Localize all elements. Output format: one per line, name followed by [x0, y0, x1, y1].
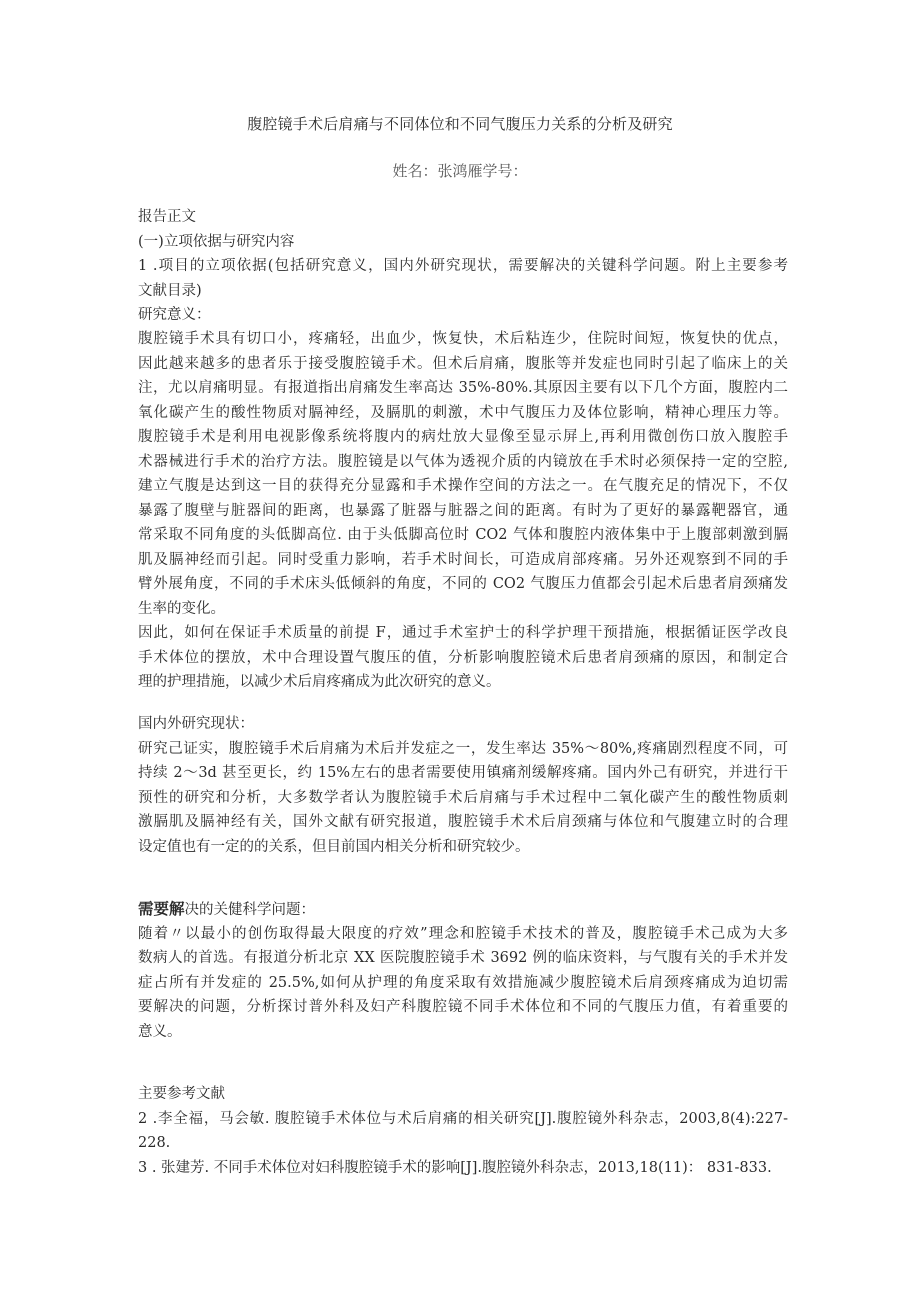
- paragraph-line: 因此，如何在保证手术质量的前提 F，通过手术室护士的科学护理干预措施，根据循证医学改良: [138, 625, 788, 641]
- author-line: 姓名：张鸿雁学号：: [392, 162, 528, 180]
- paragraph-line: 理的护理措施，以减少术后肩疼痛成为此次研究的意义。: [138, 674, 501, 690]
- significance-heading: 研究意义：: [138, 307, 211, 323]
- paragraph-line: 建立气腹是达到这一目的获得充分显露和手术操作空间的方法之一。在气腹充足的情况下，不仅: [138, 478, 788, 494]
- paragraph-line: 腹腔镜手术具有切口小，疼痛轻，出血少，恢复快，术后粘连少，住院时间短，恢复快的优点，: [138, 331, 788, 347]
- paragraph-line: 激膈肌及膈神经有关，国外文献有研究报道，腹腔镜手术术后肩颈痛与体位和气腹建立时的合理: [138, 814, 788, 830]
- paragraph-line: 术器械进行手术的治疗方法。腹腔镜是以气体为透视介质的内镜放在手术时必须保持一定的空腔,: [138, 453, 788, 470]
- status-heading: 国内外研究现状：: [138, 716, 254, 732]
- reference-line: 3 . 张建芳. 不同手术体位对妇科腹腔镜手术的影响[J].腹腔镜外科杂志，2013,18(11)： 831-833.: [138, 1159, 772, 1176]
- item1-line: 文献目录): [138, 282, 202, 299]
- paragraph-line: 注，尤以肩痛明显。有报道指出肩痛发生率高达 35%-80%.其原因主要有以下几个方面，腹腔内二: [138, 380, 788, 396]
- reference-line: 228.: [138, 1135, 171, 1151]
- references-section: [138, 1082, 788, 1180]
- status-section: [138, 712, 788, 859]
- paragraph-line: 意义。: [138, 1023, 182, 1040]
- paragraph-line: 腹腔镜手术是利用电视影像系统将腹内的病灶放大显像至显示屏上,再利用微创伤口放入腹腔手: [138, 429, 788, 445]
- paragraph-line: 手术体位的摆放，术中合理设置气腹压的值，分析影响腹腔镜术后患者肩颈痛的原因，和制定合: [138, 649, 788, 666]
- paragraph-line: 生率的变化。: [138, 600, 225, 617]
- significance-body: [138, 327, 788, 695]
- paragraph-line: 数病人的首选。有报道分析北京 XX 医院腹腔镜手术 3692 例的临床资料，与气腹有关的手术并发: [138, 950, 788, 966]
- paragraph-line: 持续 2～3d 甚至更长，约 15%左右的患者需要使用镇痛剂缓解疼痛。国内外己有研究，并进行干: [138, 765, 788, 781]
- report-heading: 报告正文: [138, 209, 196, 225]
- problems-heading-rest: 决的关健科学问题：: [184, 902, 316, 918]
- document-title: 腹腔镜手术后肩痛与不同体位和不同气腹压力关系的分析及研究: [247, 115, 673, 133]
- paragraph-line: 研究己证实，腹腔镜手术后肩痛为术后并发症之一，发生率达 35%～80%,疼痛剧烈程度不同，可: [138, 740, 788, 757]
- problems-heading-bold: 需要解: [138, 899, 185, 918]
- paragraph-line: 要解决的问题，分析探讨普外科及妇产科腹腔镜不同手术体位和不同的气腹压力值，有着重要的: [138, 999, 788, 1015]
- paragraph-line: 暴露了腹壁与脏器间的距离，也暴露了脏器与脏器之间的距离。有时为了更好的暴露靶器官，通: [138, 502, 788, 519]
- paragraph-line: 预性的研究和分析，大多数学者认为腹腔镜手术后肩痛与手术过程中二氧化碳产生的酸性物质刺: [138, 789, 788, 806]
- section-heading: (一)立项依据与研究内容: [138, 233, 295, 250]
- paragraph-line: 氧化碳产生的酸性物质对膈神经，及膈肌的刺激，术中气腹压力及体位影响，精神心理压力等。: [138, 404, 788, 421]
- paragraph-line: 臂外展角度，不同的手术床头低倾斜的角度，不同的 CO2 气腹压力值都会引起术后患者肩颈痛发: [138, 576, 788, 592]
- paragraph-line: 因此越来越多的患者乐于接受腹腔镜手术。但术后肩痛，腹胀等并发症也同时引起了临床上的关: [138, 355, 788, 372]
- paragraph-line: 症占所有并发症的 25.5%,如何从护理的角度采取有效措施减少腹腔镜术后肩颈疼痛成为迫切需: [138, 974, 788, 991]
- problems-heading: [138, 897, 788, 922]
- item1-line: 1 .项目的立项依据(包括研究意义，国内外研究现状，需要解决的关键科学问题。附上主要参考: [138, 258, 788, 274]
- paragraph-line: 常采取不同角度的头低脚高位. 由于头低脚高位时 CO2 气体和腹腔内液体集中于上腹部刺激到膈: [138, 527, 788, 543]
- paragraph-line: 设定值也有一定的的关系，但目前国内相关分析和研究较少。: [138, 838, 530, 855]
- paragraph-line: 肌及膈神经而引起。同时受重力影响，若手术时间长，可造成肩部疼痛。另外还观察到不同的手: [138, 551, 788, 568]
- references-heading: 主要参考文献: [138, 1086, 225, 1102]
- report-header-block: [138, 205, 788, 328]
- paragraph-line: 随着〃以最小的创伤取得最大限度的疗效”理念和腔镜手术技术的普及，腹腔镜手术己成为大多: [138, 925, 788, 942]
- problems-section: [138, 897, 788, 1044]
- reference-line: 2 .李全福，马会敏. 腹腔镜手术体位与术后肩痛的相关研究[J].腹腔镜外科杂志，2003,8(4):227-: [138, 1110, 788, 1127]
